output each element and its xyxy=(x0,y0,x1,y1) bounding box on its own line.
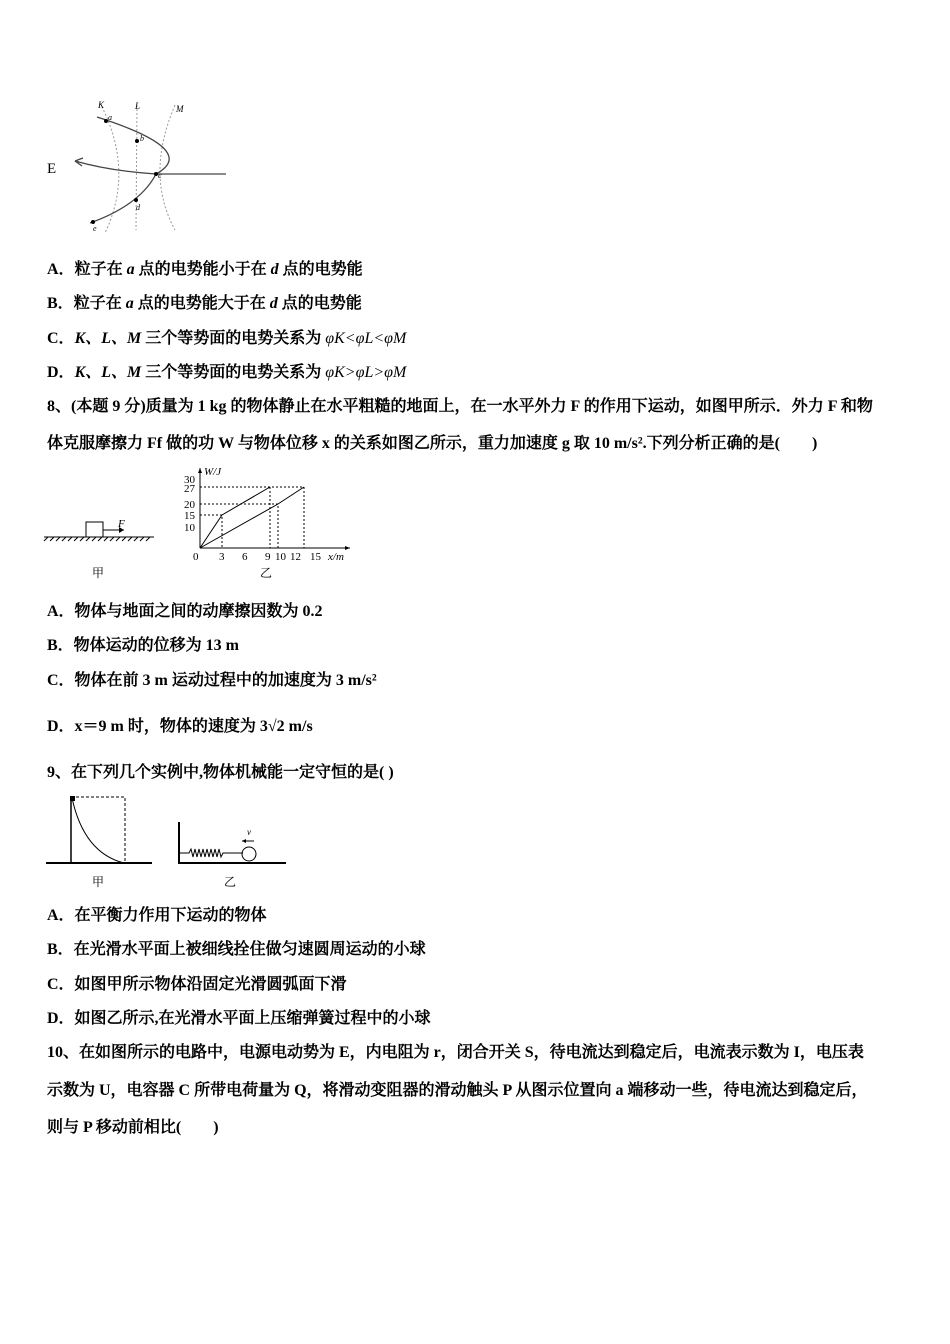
q9-option-b: B．在光滑水平面上被细线拴住做匀速圆周运动的小球 xyxy=(47,941,426,958)
label-M: M xyxy=(176,104,184,114)
label-L: L xyxy=(135,101,141,111)
q10-stem-line2: 示数为 U，电容器 C 所带电荷量为 Q，将滑动变阻器的滑动触头 P 从图示位置向 a 端移动一些，待电流达到稳定后， xyxy=(47,1082,868,1099)
q8-stem-line2: 体克服摩擦力 Ff 做的功 W 与物体位移 x 的关系如图乙所示，重力加速度 g 取 10 m/s².下列分析正确的是( ) xyxy=(47,435,818,452)
x-tick-9: 9 xyxy=(265,551,271,563)
q9-option-d: D．如图乙所示,在光滑水平面上压缩弹簧过程中的小球 xyxy=(47,1010,431,1027)
point-b: b xyxy=(140,134,144,143)
label-E: E xyxy=(47,161,57,177)
q8-option-b: B．物体运动的位移为 13 m xyxy=(47,637,240,654)
origin-label: 0 xyxy=(193,551,199,563)
x-tick-10: 10 xyxy=(275,551,286,563)
y-tick-27: 27 xyxy=(184,483,195,495)
q9-option-c: C．如图甲所示物体沿固定光滑圆弧面下滑 xyxy=(47,976,347,993)
q8-option-a: A．物体与地面之间的动摩擦因数为 0.2 xyxy=(47,603,323,620)
y-tick-15: 15 xyxy=(184,510,195,522)
q9-option-a: A．在平衡力作用下运动的物体 xyxy=(47,907,267,924)
y-tick-10: 10 xyxy=(184,522,195,534)
q10-stem-line3: 则与 P 移动前相比( ) xyxy=(47,1119,219,1136)
spring-ball-figure xyxy=(176,820,291,890)
block-force-figure xyxy=(44,515,159,585)
caption-jia: 甲 xyxy=(92,875,105,889)
force-label: F xyxy=(118,518,125,530)
work-displacement-graph xyxy=(180,465,360,585)
point-a: a xyxy=(108,113,112,122)
point-c: c xyxy=(158,171,162,180)
q8-option-d: D．x＝9 m 时，物体的速度为 3√2 m/s xyxy=(47,718,313,735)
arc-slide-figure xyxy=(44,793,154,893)
velocity-label: v xyxy=(247,827,251,837)
q7-option-b: B．粒子在 a 点的电势能大于在 d 点的电势能 xyxy=(47,295,362,312)
q9-stem: 9、在下列几个实例中,物体机械能一定守恒的是( ) xyxy=(47,764,394,781)
caption-yi: 乙 xyxy=(260,566,273,580)
x-axis-label: x/m xyxy=(328,551,344,563)
y-tick-30: 30 xyxy=(184,474,195,486)
caption-yi: 乙 xyxy=(224,875,237,889)
x-tick-6: 6 xyxy=(242,551,248,563)
q8-stem-line1: 8、(本题 9 分)质量为 1 kg 的物体静止在水平粗糙的地面上，在一水平外力 F 的作用下运动，如图甲所示．外力 F 和物 xyxy=(47,398,873,415)
q7-option-c: C．K、L、M 三个等势面的电势关系为 φK<φL<φM xyxy=(47,330,407,347)
q7-option-d: D．K、L、M 三个等势面的电势关系为 φK>φL>φM xyxy=(47,364,407,381)
y-axis-label: W/J xyxy=(204,466,222,478)
q10-stem-line1: 10、在如图所示的电路中，电源电动势为 E，内电阻为 r，闭合开关 S，待电流达到稳定后，电流表示数为 I，电压表 xyxy=(47,1044,864,1061)
q8-option-c: C．物体在前 3 m 运动过程中的加速度为 3 m/s² xyxy=(47,672,377,689)
x-tick-12: 12 xyxy=(290,551,301,563)
equipotential-figure xyxy=(40,95,240,240)
x-tick-3: 3 xyxy=(219,551,225,563)
y-tick-20: 20 xyxy=(184,499,195,511)
q7-option-a: A．粒子在 a 点的电势能小于在 d 点的电势能 xyxy=(47,261,363,278)
point-e: e xyxy=(93,224,97,233)
caption-jia: 甲 xyxy=(92,566,105,580)
point-d: d xyxy=(136,203,140,212)
x-tick-15: 15 xyxy=(310,551,321,563)
label-K: K xyxy=(98,100,105,110)
